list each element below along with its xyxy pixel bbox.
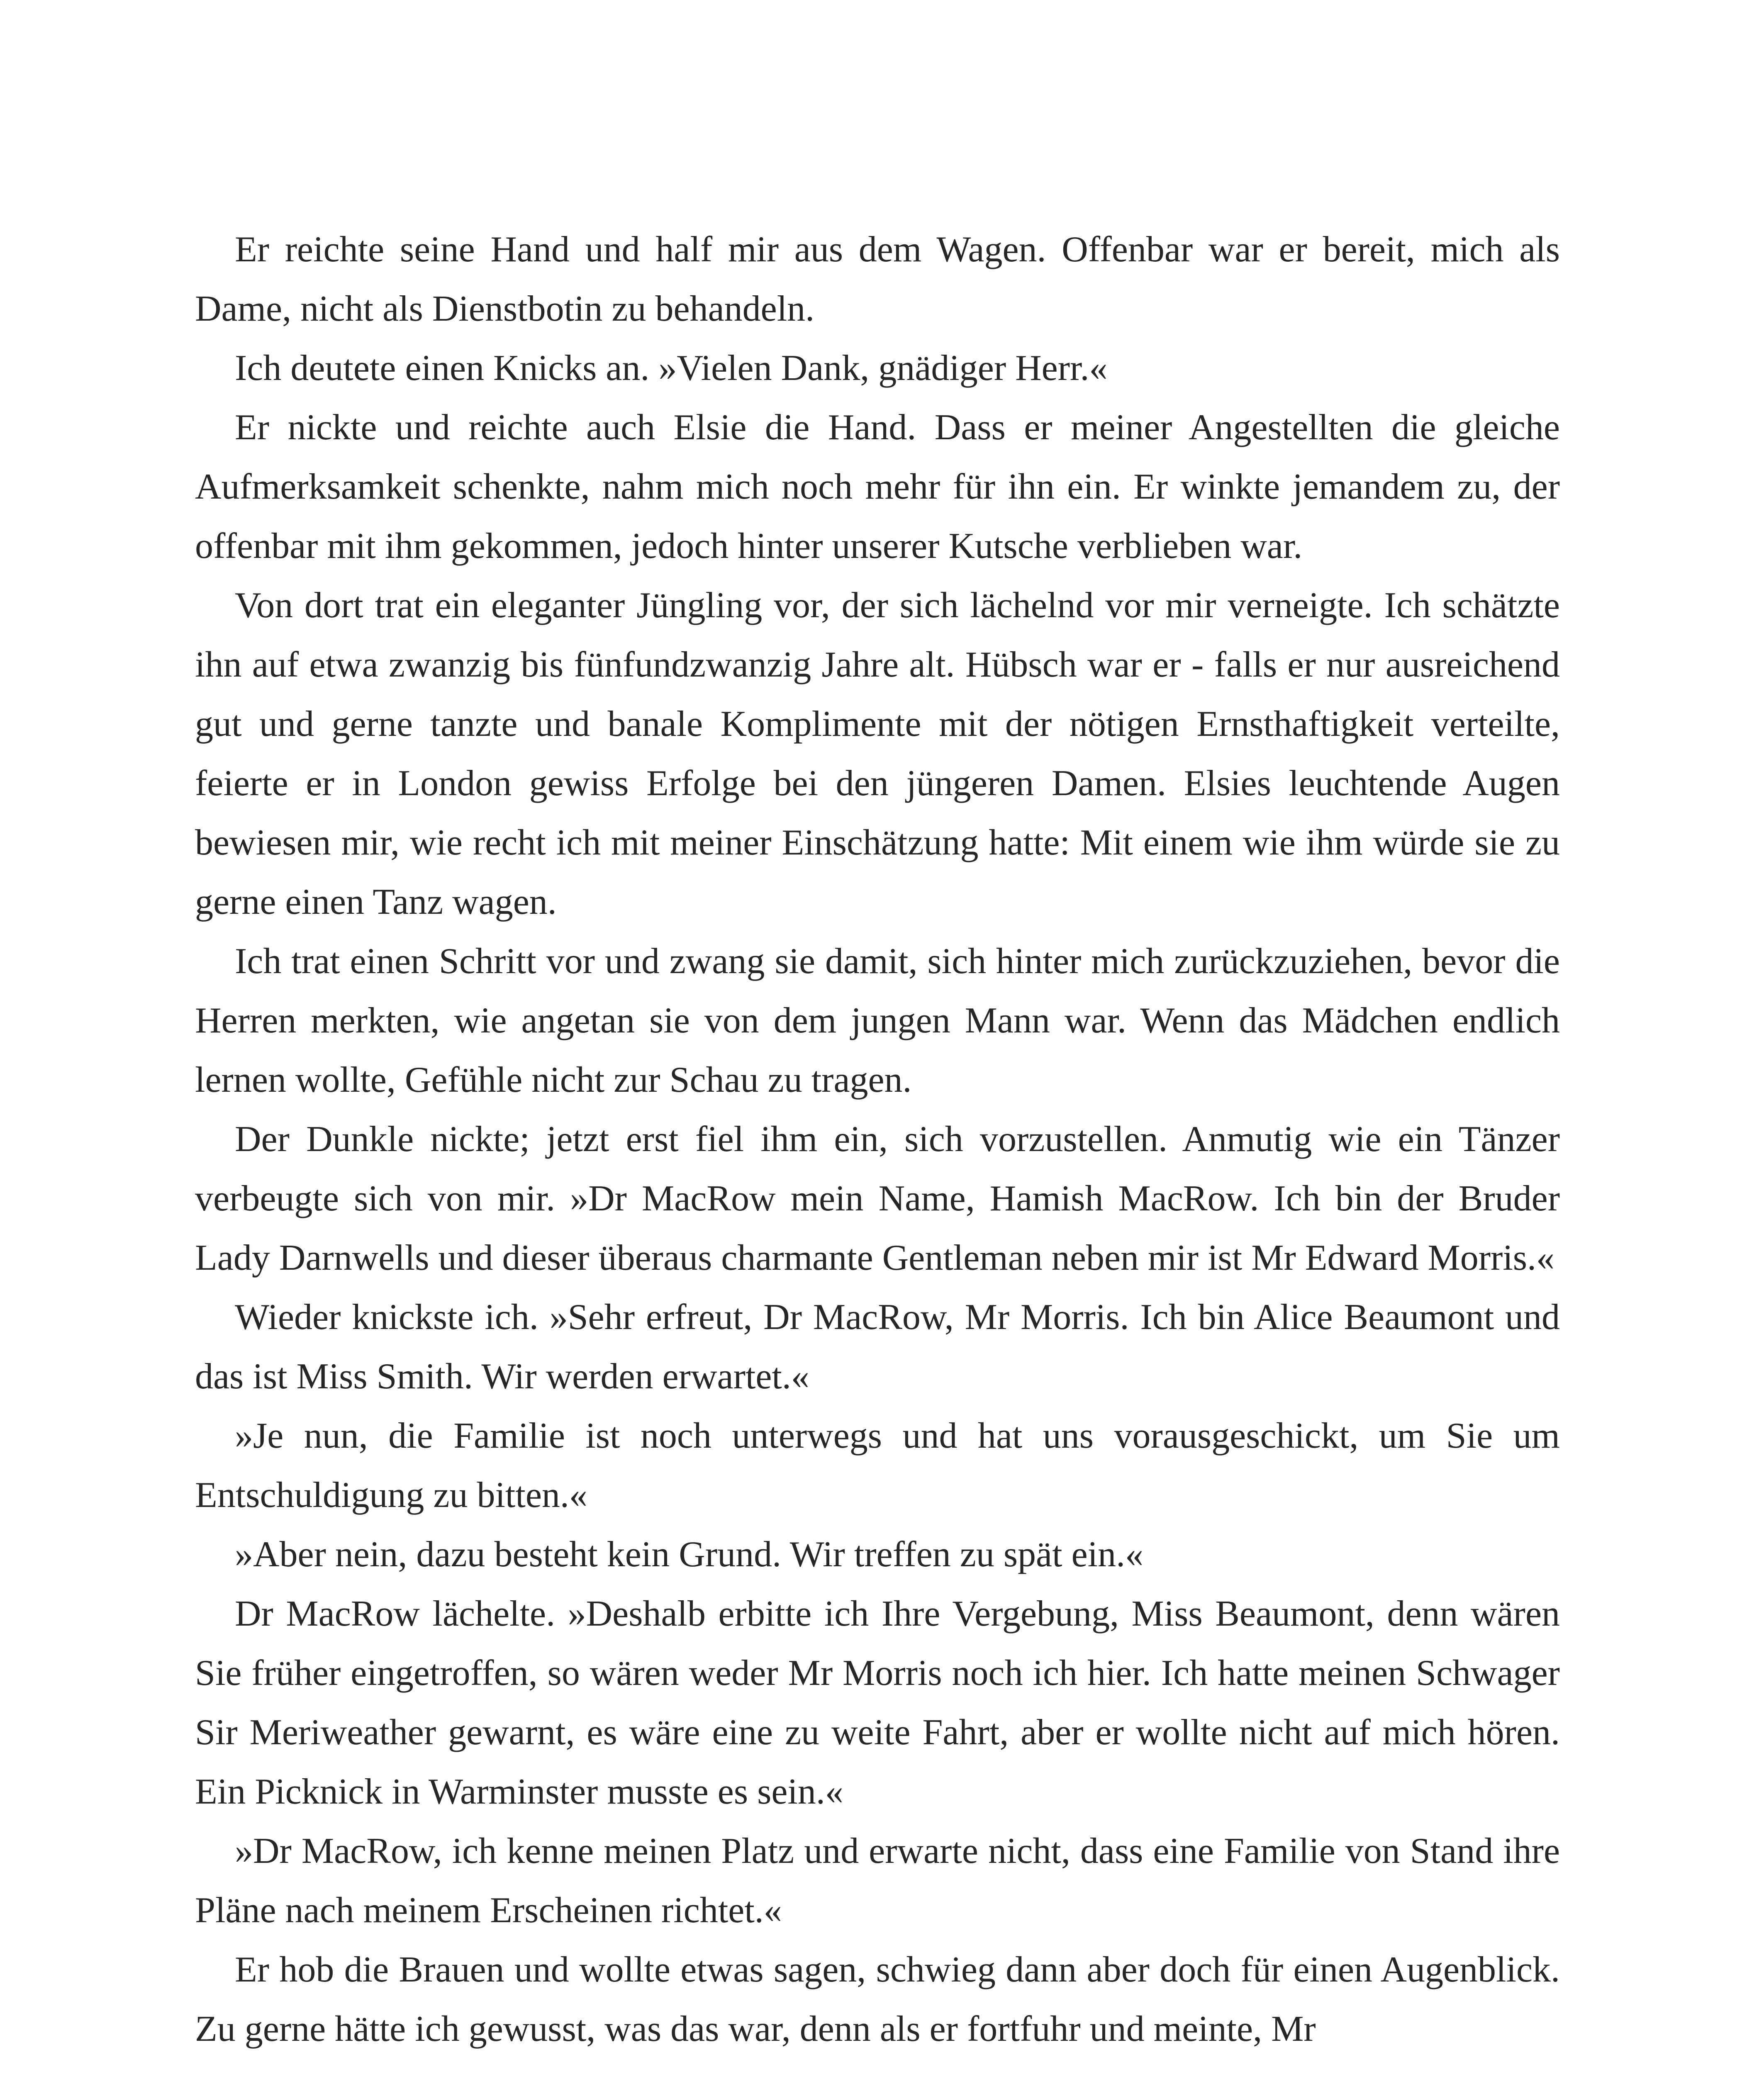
paragraph-11: »Dr MacRow, ich kenne meinen Platz und erwarte nicht, dass eine Familie von Stand ihre Pläne nach meinem Erscheinen richtet.« [195, 1831, 1560, 1930]
paragraph-10: Dr MacRow lächelte. »Deshalb erbitte ich Ihre Vergebung, Miss Beaumont, denn wären Sie früher eingetroffen, so wären weder Mr Morris noch ich hier. Ich hatte meinen Schwager Sir Meriweather gewarnt, es wäre eine zu weite Fahrt, aber er wollte nicht auf mich hören. Ein Picknick in Warminster musste es sein.« [195, 1594, 1560, 1812]
paragraph-3: Er nickte und reichte auch Elsie die Hand. Dass er meiner Angestellten die gleiche Aufmerksamkeit schenkte, nahm mich noch mehr für ihn ein. Er winkte jemandem zu, der offenbar mit ihm gekommen, jedoch hinter unserer Kutsche verblieben war. [195, 407, 1560, 566]
paragraph-6: Der Dunkle nickte; jetzt erst fiel ihm ein, sich vorzustellen. Anmutig wie ein Tänzer verbeugte sich von mir. »Dr MacRow mein Name, Hamish MacRow. Ich bin der Bruder Lady Darnwells und dieser überaus charmante Gentleman neben mir ist Mr Edward Morris.« [195, 1119, 1560, 1278]
paragraph-8: »Je nun, die Familie ist noch unterwegs und hat uns vorausgeschickt, um Sie um Entschuldigung zu bitten.« [195, 1416, 1560, 1515]
paragraph-5: Ich trat einen Schritt vor und zwang sie damit, sich hinter mich zurückzuziehen, bevor die Herren merkten, wie angetan sie von dem jungen Mann war. Wenn das Mädchen endlich lernen wollte, Gefühle nicht zur Schau zu tragen. [195, 941, 1560, 1100]
paragraph-1: Er reichte seine Hand und half mir aus dem Wagen. Offenbar war er bereit, mich als Dame, nicht als Dienstbotin zu behandeln. [195, 229, 1560, 329]
paragraph-2: Ich deutete einen Knicks an. »Vielen Dank, gnädiger Herr.« [235, 348, 1108, 388]
paragraph-7: Wieder knickste ich. »Sehr erfreut, Dr MacRow, Mr Morris. Ich bin Alice Beaumont und das ist Miss Smith. Wir werden erwartet.« [195, 1297, 1560, 1397]
paragraph-9: »Aber nein, dazu besteht kein Grund. Wir treffen zu spät ein.« [235, 1534, 1144, 1575]
body-text [195, 220, 1560, 2059]
paragraph-4: Von dort trat ein eleganter Jüngling vor, der sich lächelnd vor mir verneigte. Ich schätzte ihn auf etwa zwanzig bis fünfundzwanzig Jahre alt. Hübsch war er - falls er nur ausreichend gut und gerne tanzte und banale Komplimente mit der nötigen Ernsthaftigkeit verteilte, feierte er in London gewiss Erfolge bei den jüngeren Damen. Elsies leuchtende Augen bewiesen mir, wie recht ich mit meiner Einschätzung hatte: Mit einem wie ihm würde sie zu gerne einen Tanz wagen. [195, 585, 1560, 922]
paragraph-12: Er hob die Brauen und wollte etwas sagen, schwieg dann aber doch für einen Augenblick. Zu gerne hätte ich gewusst, was das war, denn als er fortfuhr und meinte, Mr [195, 1950, 1560, 2049]
